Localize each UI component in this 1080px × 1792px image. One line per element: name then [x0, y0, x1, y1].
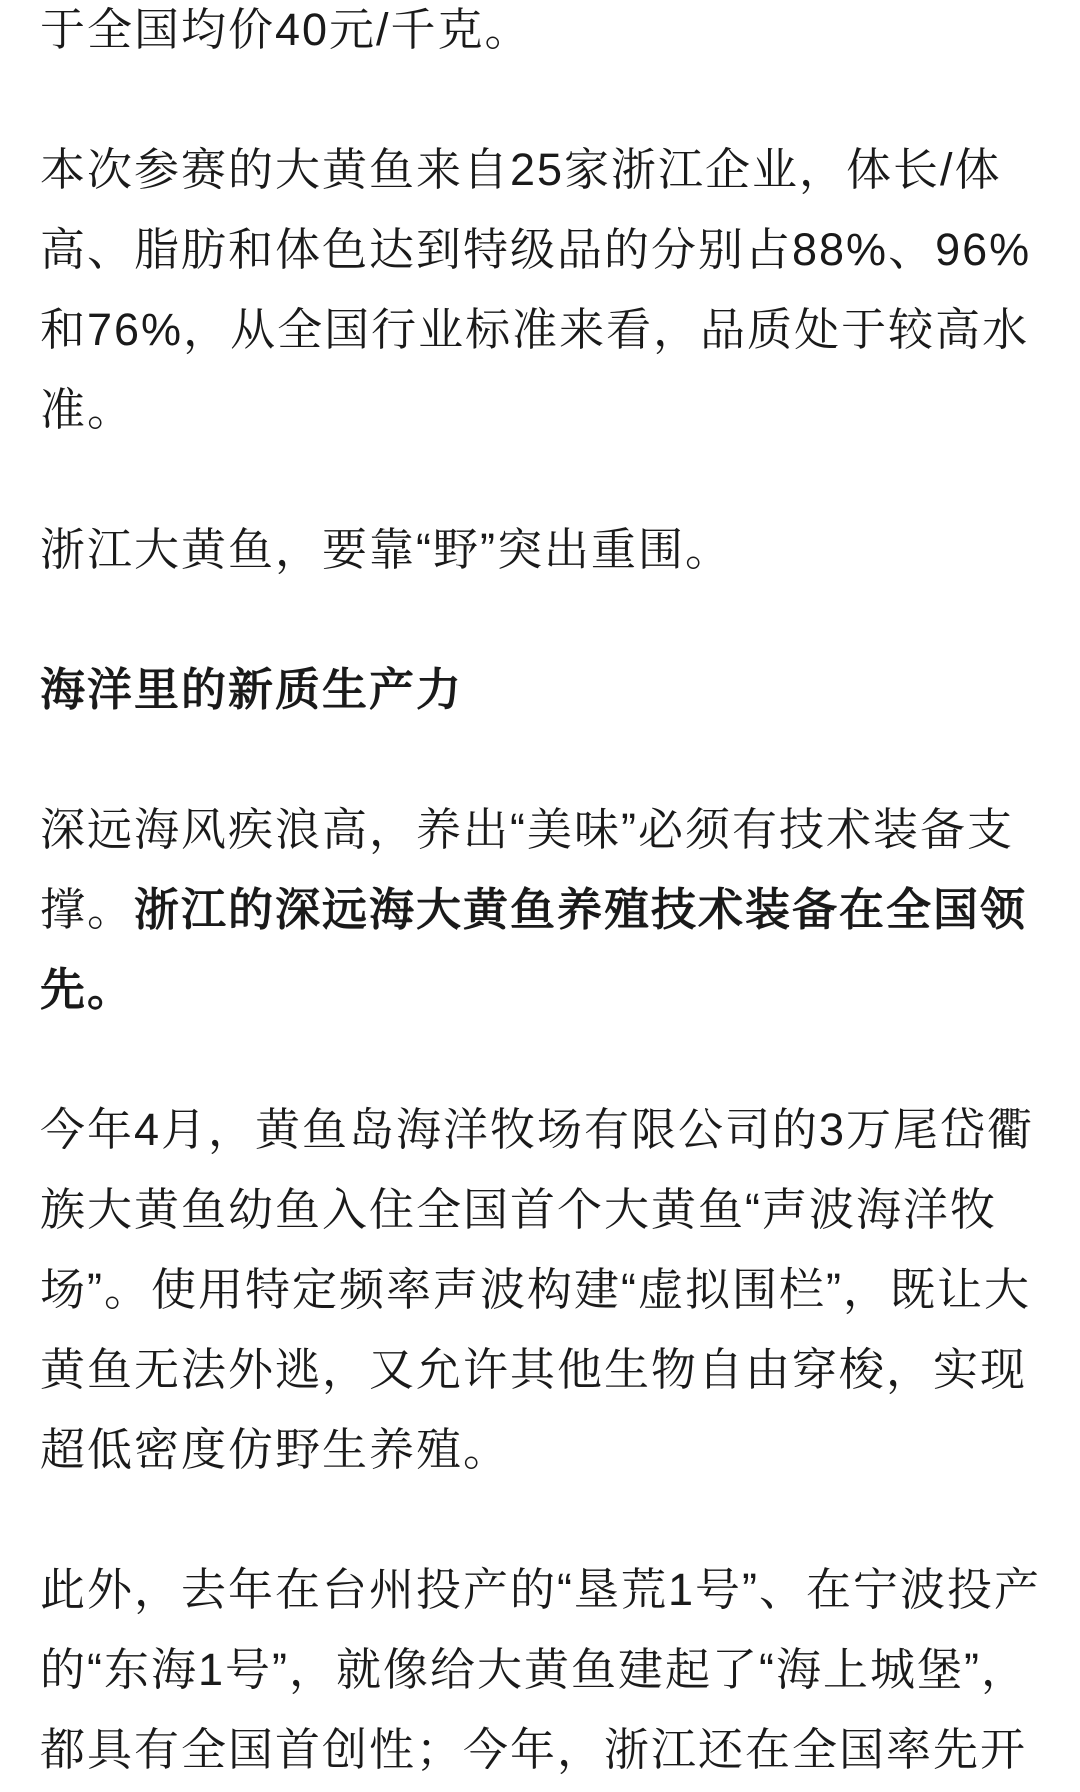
bold-text-run: 先。: [40, 964, 135, 1015]
text-run: 高、脂肪和体色达到特级品的分别占88%、96%: [40, 224, 1032, 275]
text-line: [40, 1550, 1040, 1630]
text-line: [40, 1410, 1040, 1490]
text-run: 黄鱼无法外逃，又允许其他生物自由穿梭，实现: [40, 1344, 1028, 1395]
text-run: 族大黄鱼幼鱼入住全国首个大黄鱼“声波海洋牧: [40, 1184, 997, 1235]
text-run: 此外，去年在台州投产的“垦荒1号”、在宁波投产: [40, 1564, 1041, 1615]
article-paragraph: [40, 1090, 1040, 1490]
text-line: [40, 130, 1040, 210]
article-paragraph: [40, 790, 1040, 1030]
text-run: 超低密度仿野生养殖。: [40, 1424, 511, 1475]
text-line: [40, 1090, 1040, 1170]
text-run: 准。: [40, 384, 135, 435]
text-line: [40, 1170, 1040, 1250]
text-line: [40, 210, 1040, 290]
text-line: [40, 1250, 1040, 1330]
text-run: 本次参赛的大黄鱼来自25家浙江企业，体长/体: [40, 144, 1002, 195]
text-run: 深远海风疾浪高，养出“美味”必须有技术装备支: [40, 804, 1014, 855]
text-line: [40, 0, 1040, 70]
text-line: [40, 870, 1040, 950]
text-line: [40, 650, 1040, 730]
article-paragraph: [40, 130, 1040, 450]
bold-text-run: 海洋里的新质生产力: [40, 664, 464, 715]
text-line: [40, 510, 1040, 590]
text-line: [40, 1710, 1040, 1790]
bold-text-run: 浙江的深远海大黄鱼养殖技术装备在全国领: [134, 884, 1028, 935]
text-run: 于全国均价40元/千克。: [40, 4, 532, 55]
text-line: [40, 1330, 1040, 1410]
section-heading: [40, 650, 1040, 730]
text-run: 都具有全国首创性；今年，浙江还在全国率先开: [40, 1724, 1028, 1775]
text-line: [40, 1630, 1040, 1710]
text-run: 和76%，从全国行业标准来看，品质处于较高水: [40, 304, 1030, 355]
text-line: [40, 790, 1040, 870]
text-run: 浙江大黄鱼，要靠“野”突出重围。: [40, 524, 732, 575]
article-paragraph: [40, 0, 1040, 70]
text-run: 今年4月，黄鱼岛海洋牧场有限公司的3万尾岱衢: [40, 1104, 1035, 1155]
article-paragraph: [40, 510, 1040, 590]
text-run: 的“东海1号”，就像给大黄鱼建起了“海上城堡”，: [40, 1644, 1028, 1695]
text-line: [40, 290, 1040, 370]
article-paragraph: [40, 1550, 1040, 1790]
text-line: [40, 370, 1040, 450]
text-run: 撑。: [40, 884, 135, 935]
text-line: [40, 950, 1040, 1030]
text-run: 场”。使用特定频率声波构建“虚拟围栏”，既让大: [40, 1264, 1031, 1315]
